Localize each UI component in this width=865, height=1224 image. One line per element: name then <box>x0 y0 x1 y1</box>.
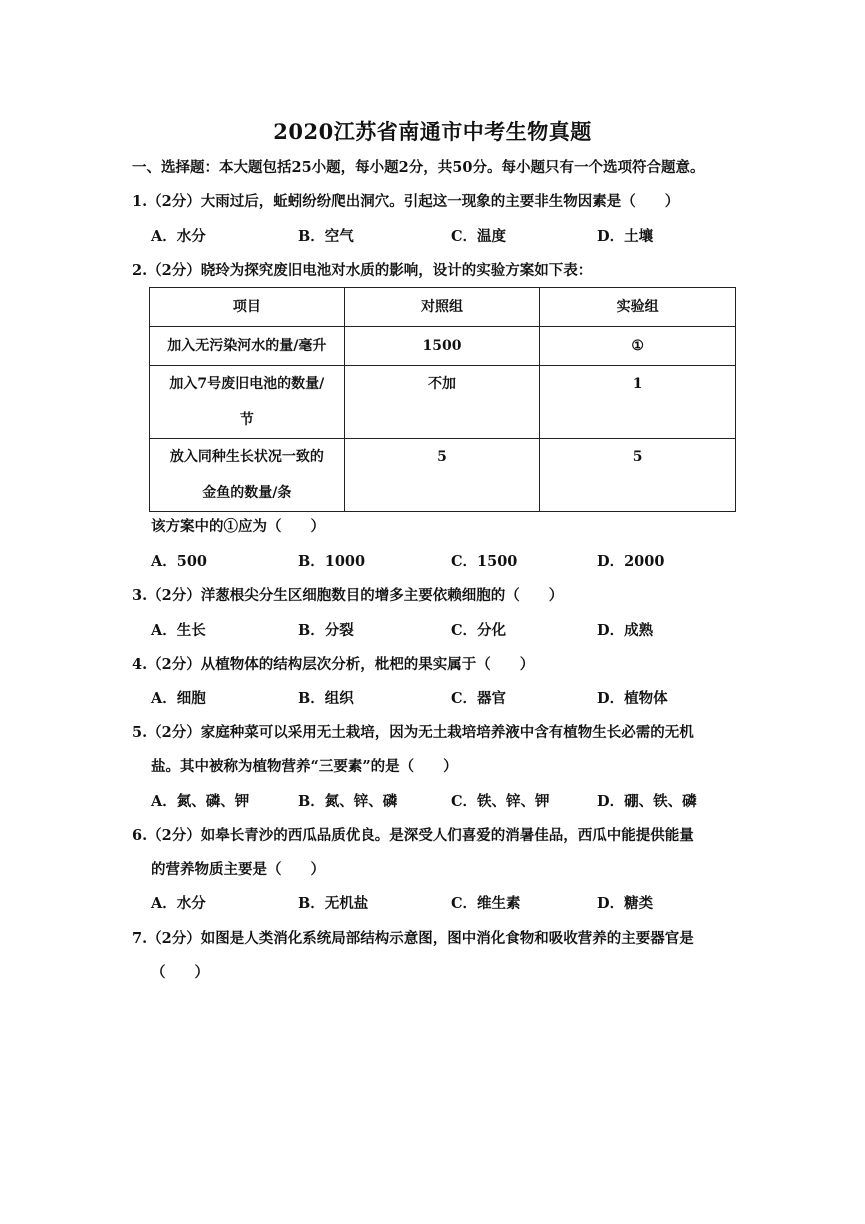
question-3-text: 3.（2分）洋葱根尖分生区细胞数目的增多主要依赖细胞的（ ） <box>132 587 564 604</box>
q2-option-d: D．2000 <box>597 553 665 570</box>
q6-option-d: D．糖类 <box>597 895 654 912</box>
question-4-text: 4.（2分）从植物体的结构层次分析，枇杷的果实属于（ ） <box>132 656 535 673</box>
q4-option-c: C．器官 <box>451 690 507 707</box>
table-cell-line: 加入7号废旧电池的数量/ <box>169 376 325 392</box>
question-1-text: 1.（2分）大雨过后，蚯蚓纷纷爬出洞穴。引起这一现象的主要非生物因素是（ ） <box>132 193 680 210</box>
q5-option-c: C．铁、锌、钾 <box>451 793 550 810</box>
table-cell: 加入无污染河水的量/毫升 <box>150 327 345 366</box>
table-cell-line: 节 <box>239 412 254 428</box>
table-cell: 不加 <box>344 366 540 439</box>
table-cell: 5 <box>344 439 540 512</box>
q3-option-b: B．分裂 <box>298 622 354 639</box>
q2-option-c: C．1500 <box>451 553 518 570</box>
question-7-text: 7.（2分）如图是人类消化系统局部结构示意图，图中消化食物和吸收营养的主要器官是 <box>132 930 694 947</box>
q6-option-c: C．维生素 <box>451 895 521 912</box>
table-cell: 1500 <box>344 327 540 366</box>
q1-option-d: D．土壤 <box>597 228 654 245</box>
table-cell <box>150 366 345 439</box>
question-2-followup: 该方案中的①应为（ ） <box>151 518 325 535</box>
q5-option-a: A．氮、磷、钾 <box>151 793 250 810</box>
q6-option-a: A．水分 <box>151 895 206 912</box>
table-cell-line: 放入同种生长状况一致的 <box>169 449 324 465</box>
table-cell-line: 金鱼的数量/条 <box>202 485 292 501</box>
section-heading: 一、选择题：本大题包括25小题，每小题2分，共50分。每小题只有一个选项符合题意。 <box>132 159 705 176</box>
q4-option-a: A．细胞 <box>151 690 206 707</box>
q2-option-b: B．1000 <box>298 553 366 570</box>
q1-option-c: C．温度 <box>451 228 507 245</box>
q5-option-d: D．硼、铁、磷 <box>597 793 697 810</box>
table-header-row <box>150 288 736 327</box>
q2-option-a: A．500 <box>151 553 208 570</box>
table-header-cell: 对照组 <box>344 288 540 327</box>
table-row <box>150 366 736 439</box>
question-7-text-cont: （ ） <box>151 964 209 981</box>
question-5-text: 5.（2分）家庭种菜可以采用无土栽培，因为无土栽培培养液中含有植物生长必需的无机 <box>132 724 694 741</box>
q3-option-d: D．成熟 <box>597 622 654 639</box>
experiment-table <box>149 287 736 512</box>
table-cell: ① <box>540 327 736 366</box>
table-header-cell: 实验组 <box>540 288 736 327</box>
question-5-text-cont: 盐。其中被称为植物营养“三要素”的是（ ） <box>151 758 458 775</box>
document-title: 2020江苏省南通市中考生物真题 <box>273 119 592 144</box>
q3-option-c: C．分化 <box>451 622 507 639</box>
q6-option-b: B．无机盐 <box>298 895 369 912</box>
table-header-cell: 项目 <box>150 288 345 327</box>
table-row <box>150 327 736 366</box>
q4-option-b: B．组织 <box>298 690 354 707</box>
q4-option-d: D．植物体 <box>597 690 668 707</box>
table-row <box>150 439 736 512</box>
question-2-text: 2.（2分）晓玲为探究废旧电池对水质的影响，设计的实验方案如下表： <box>132 262 593 279</box>
q1-option-b: B．空气 <box>298 228 354 245</box>
table-cell: 5 <box>540 439 736 512</box>
question-6-text-cont: 的营养物质主要是（ ） <box>151 861 325 878</box>
q5-option-b: B．氮、锌、磷 <box>298 793 398 810</box>
q3-option-a: A．生长 <box>151 622 206 639</box>
table-cell: 1 <box>540 366 736 439</box>
table-cell <box>150 439 345 512</box>
question-6-text: 6.（2分）如皋长青沙的西瓜品质优良。是深受人们喜爱的消暑佳品，西瓜中能提供能量 <box>132 827 694 844</box>
q1-option-a: A．水分 <box>151 228 206 245</box>
